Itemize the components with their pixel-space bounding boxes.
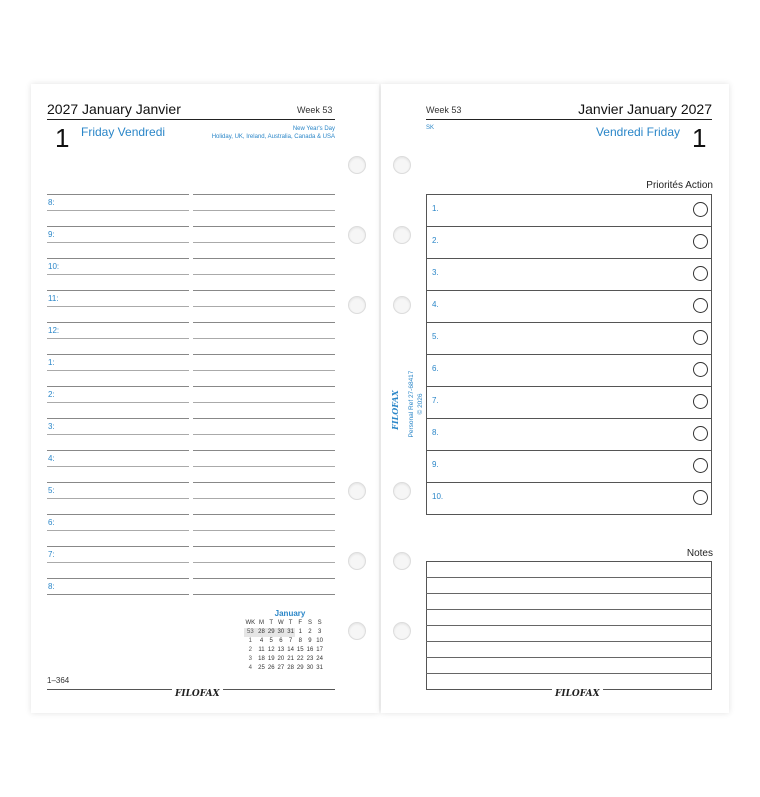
calendar-day: 30 [277,629,285,635]
holiday-detail: Holiday, UK, Ireland, Australia, Canada & USA [211,134,335,140]
time-slot-label: 5: [48,486,55,495]
mini-calendar-header: T [288,620,293,626]
right-week-label: Week 53 [426,105,462,115]
priority-row[interactable] [426,226,712,259]
calendar-day: 19 [267,656,275,662]
time-slot-label: 4: [48,454,55,463]
time-rule [193,514,335,515]
calendar-day: 10 [316,638,323,644]
time-slot-label: 2: [48,390,55,399]
time-rule [193,226,335,227]
calendar-day: 16 [306,647,314,653]
calendar-day: 22 [296,656,304,662]
left-header-rule [47,119,335,120]
spine-ref: Personal Ref 27-68417 [408,370,415,438]
note-rule [426,593,712,594]
priority-row[interactable] [426,322,712,355]
calendar-day: 31 [316,665,323,671]
half-hour-rule [47,338,189,339]
calendar-day: 29 [267,629,275,635]
calendar-day: 6 [279,638,283,644]
calendar-day: 28 [287,665,294,671]
left-day-number: 1 [55,123,70,153]
half-hour-rule [193,306,335,307]
time-rule [193,546,335,547]
priority-checkbox[interactable] [693,202,708,217]
time-rule [47,386,189,387]
time-rule [47,322,189,323]
half-hour-rule [193,530,335,531]
time-rule [193,418,335,419]
calendar-day: 25 [258,665,265,671]
time-slot-label: 1: [48,358,55,367]
calendar-day: 14 [287,647,294,653]
priority-number: 3. [432,268,439,277]
calendar-day: 3 [317,629,322,635]
mini-calendar-header: M [259,620,265,626]
priorities-label: Priorités Action [646,180,713,191]
note-rule [426,609,712,610]
punch-hole [348,156,366,174]
note-rule [426,577,712,578]
calendar-day: 13 [277,647,285,653]
mini-calendar-header: S [307,620,312,626]
calendar-day: 24 [316,656,323,662]
priority-number: 9. [432,460,439,469]
calendar-day: 12 [267,647,275,653]
time-rule [47,194,189,195]
time-rule [47,514,189,515]
punch-hole [393,622,411,640]
time-slot-label: 8: [48,582,55,591]
time-rule [193,594,335,595]
half-hour-rule [193,274,335,275]
notes-label: Notes [686,548,713,559]
time-rule [193,290,335,291]
priority-checkbox[interactable] [693,266,708,281]
half-hour-rule [193,498,335,499]
priority-number: 8. [432,428,439,437]
priority-number: 7. [432,396,439,405]
half-hour-rule [47,242,189,243]
week-number: 53 [244,628,257,637]
time-rule [47,450,189,451]
half-hour-rule [193,466,335,467]
half-hour-rule [47,466,189,467]
priority-checkbox[interactable] [693,362,708,377]
calendar-day: 31 [287,629,294,635]
time-rule [47,258,189,259]
left-day-name: Friday Vendredi [81,125,166,139]
priority-row[interactable] [426,482,712,515]
half-hour-rule [47,274,189,275]
half-hour-rule [193,210,335,211]
priority-checkbox[interactable] [693,298,708,313]
time-rule [47,482,189,483]
half-hour-rule [193,562,335,563]
calendar-day: 20 [277,656,285,662]
time-rule [47,354,189,355]
punch-hole [348,622,366,640]
punch-hole [393,482,411,500]
note-rule [426,673,712,674]
time-rule [193,386,335,387]
calendar-day: 7 [288,638,293,644]
priority-row[interactable] [426,418,712,451]
time-rule [193,322,335,323]
half-hour-rule [193,338,335,339]
right-header-rule [426,119,712,120]
calendar-day: 5 [269,638,273,644]
day-code: SK [426,125,435,131]
half-hour-rule [47,210,189,211]
holiday-title: New Year's Day [292,126,335,132]
priority-number: 10. [432,492,444,501]
priority-checkbox[interactable] [693,234,708,249]
calendar-day: 30 [306,665,314,671]
mini-calendar [244,619,324,673]
calendar-day: 21 [287,656,294,662]
spine-imprint [407,344,425,464]
half-hour-rule [193,242,335,243]
spine-copyright: © 2026 [417,393,424,415]
time-rule [193,194,335,195]
note-rule [426,641,712,642]
week-number: 1 [248,638,252,644]
punch-hole [348,552,366,570]
calendar-day: 17 [316,647,323,653]
time-rule [193,450,335,451]
note-rule [426,657,712,658]
half-hour-rule [47,306,189,307]
calendar-day: 23 [306,656,314,662]
calendar-day: 28 [258,629,265,635]
time-rule [193,578,335,579]
priority-number: 1. [432,204,439,213]
priority-number: 5. [432,332,439,341]
week-number: 2 [248,647,252,653]
punch-hole [393,156,411,174]
calendar-day: 29 [296,665,304,671]
time-rule [193,258,335,259]
week-number: 4 [248,665,252,671]
mini-calendar-header: F [298,620,303,626]
half-hour-rule [193,370,335,371]
time-slot-label: 10: [48,262,60,271]
half-hour-rule [47,370,189,371]
mini-calendar-month: January [274,609,306,618]
mini-calendar-header: S [317,620,322,626]
time-rule [47,418,189,419]
priority-row[interactable] [426,450,712,483]
time-rule [47,578,189,579]
time-slot-label: 11: [48,294,59,303]
calendar-day: 18 [258,656,265,662]
calendar-day: 9 [308,638,312,644]
holiday-note [200,125,335,141]
punch-hole [348,226,366,244]
time-rule [47,594,189,595]
calendar-day: 26 [267,665,275,671]
calendar-day: 4 [259,638,264,644]
mini-calendar-header: WK [245,620,256,626]
punch-hole [393,226,411,244]
priority-checkbox[interactable] [693,458,708,473]
time-rule [193,354,335,355]
priority-row[interactable] [426,194,712,227]
right-day-name: Vendredi Friday [595,125,680,139]
calendar-day: 27 [277,665,285,671]
calendar-day: 8 [298,638,302,644]
punch-hole [393,552,411,570]
week-number: 3 [248,656,252,662]
time-slot-label: 3: [48,422,55,431]
priority-checkbox[interactable] [693,490,708,505]
half-hour-rule [47,562,189,563]
right-day-number: 1 [692,123,707,153]
mini-calendar-header: T [269,620,274,626]
time-slot-label: 7: [48,550,55,559]
calendar-day: 2 [308,629,312,635]
calendar-day: 15 [296,647,304,653]
time-rule [47,290,189,291]
mini-calendar-header: W [278,620,284,626]
time-slot-label: 12: [48,326,60,335]
priority-number: 6. [432,364,439,373]
time-rule [193,482,335,483]
time-slot-label: 6: [48,518,55,527]
time-rule [47,546,189,547]
note-rule [426,625,712,626]
left-page-title: 2027 January Janvier [47,101,181,117]
priority-number: 2. [432,236,439,245]
time-slot-label: 9: [48,230,55,239]
half-hour-rule [193,434,335,435]
priority-row[interactable] [426,354,712,387]
left-diary-page [31,84,379,713]
spine-filofax-logo: FILOFAX [389,390,400,430]
priority-row[interactable] [426,290,712,323]
calendar-day: 11 [258,647,265,653]
right-page-title: Janvier January 2027 [578,101,712,117]
half-hour-rule [47,498,189,499]
right-filofax-logo: FILOFAX [552,683,603,701]
half-hour-rule [47,530,189,531]
time-slot-label: 8: [48,198,55,207]
priority-row[interactable] [426,386,712,419]
half-hour-rule [47,434,189,435]
left-filofax-logo: FILOFAX [172,683,223,701]
half-hour-rule [193,402,335,403]
left-week-label: Week 53 [297,105,333,115]
priority-checkbox[interactable] [693,426,708,441]
priority-row[interactable] [426,258,712,291]
priority-checkbox[interactable] [693,330,708,345]
priority-checkbox[interactable] [693,394,708,409]
punch-hole [348,482,366,500]
punch-hole [348,296,366,314]
punch-hole [393,296,411,314]
half-hour-rule [47,402,189,403]
time-rule [47,226,189,227]
calendar-day: 1 [298,629,302,635]
priority-number: 4. [432,300,439,309]
day-count: 1–364 [47,676,70,685]
